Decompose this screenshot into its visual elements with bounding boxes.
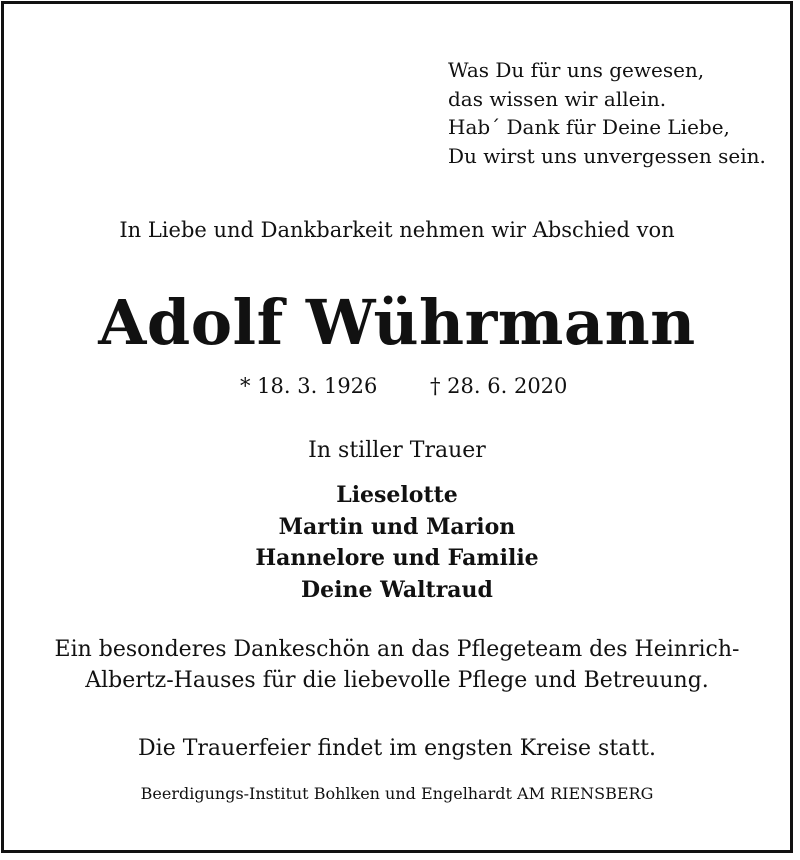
undertaker-credit: Beerdigungs-Institut Bohlken und Engelhardt AM RIENSBERG [140,784,654,803]
ceremony-note: Die Trauerfeier findet im engsten Kreise statt. [138,736,656,761]
family-member: Deine Waltraud [301,576,493,603]
poem-line: Hab´ Dank für Deine Liebe, [448,115,730,139]
thanks-line: Ein besonderes Dankeschön an das Pflegeteam des Heinrich- [54,637,740,662]
death-date: † 28. 6. 2020 [430,374,568,398]
mourning-heading: In stiller Trauer [308,438,486,463]
birth-date: * 18. 3. 1926 [240,374,378,398]
poem-line: Was Du für uns gewesen, [448,58,705,82]
thanks-text [4,634,790,696]
obituary-notice [1,1,793,853]
family-member: Hannelore und Familie [255,545,539,571]
deceased-name: Adolf Wührmann [98,286,696,359]
family-list [4,480,790,606]
intro-text: In Liebe und Dankbarkeit nehmen wir Abschied von [119,218,675,242]
family-member: Lieselotte [336,482,458,508]
family-member: Martin und Marion [278,513,516,540]
memorial-poem [448,56,766,170]
poem-line: Du wirst uns unvergessen sein. [448,143,766,168]
thanks-line: Albertz-Hauses für die liebevolle Pflege und Betreuung. [85,668,709,693]
poem-line: das wissen wir allein. [448,86,667,111]
